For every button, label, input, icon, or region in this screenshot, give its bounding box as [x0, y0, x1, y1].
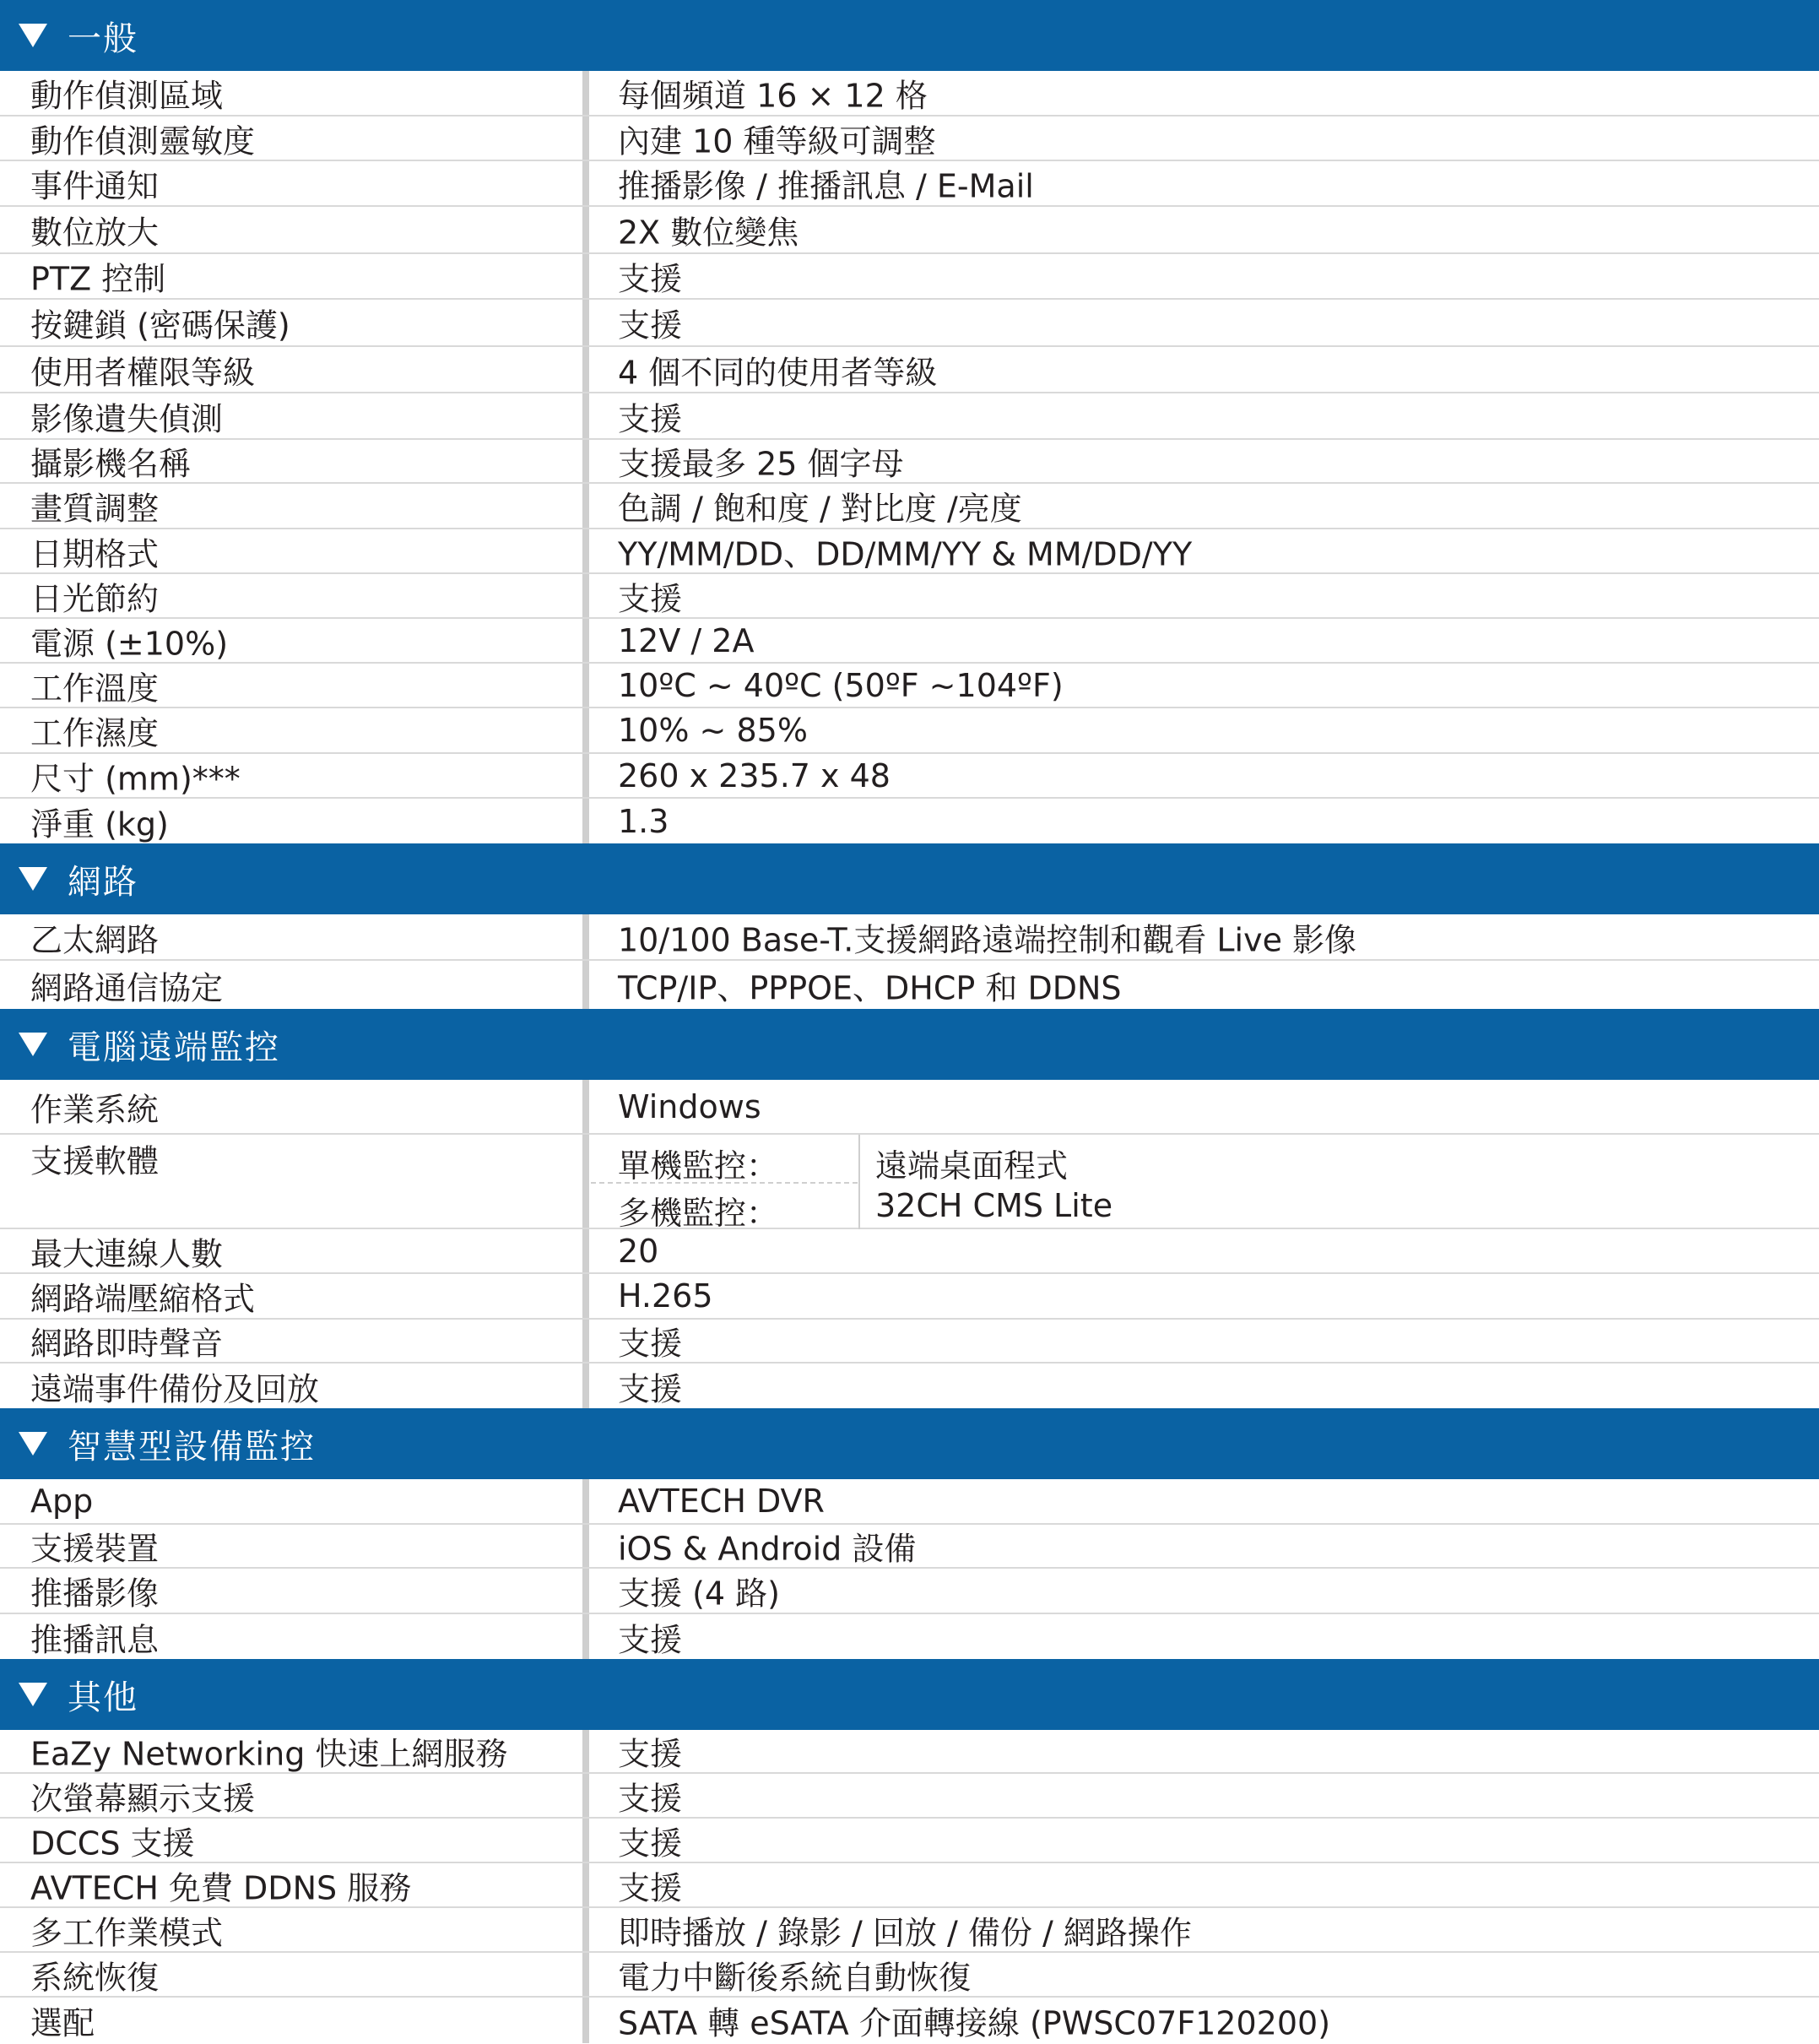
spec-row: [0, 1819, 1819, 1863]
collapse-triangle-icon: [19, 24, 47, 47]
spec-label: 電源 (±10%): [30, 625, 229, 662]
collapse-triangle-icon: [19, 1683, 47, 1706]
spec-row: [0, 1614, 1819, 1659]
spec-row: [0, 1274, 1819, 1320]
spec-value: 12V / 2A: [618, 621, 755, 659]
spec-value: 支援: [618, 260, 683, 298]
spec-label: 網路端壓縮格式: [30, 1280, 256, 1318]
spec-row: [0, 1998, 1819, 2043]
spec-value: 4 個不同的使用者等級: [618, 354, 938, 391]
section-title: 電腦遠端監控: [68, 1027, 280, 1067]
section-header-smart[interactable]: [0, 1408, 1819, 1479]
spec-row: [0, 1080, 1819, 1135]
software-type-label: 單機監控：: [618, 1147, 779, 1185]
spec-row: [0, 529, 1819, 574]
spec-row: [0, 961, 1819, 1009]
spec-value: 支援: [618, 1370, 683, 1407]
spec-row: [0, 799, 1819, 843]
section-title: 一般: [68, 19, 138, 58]
spec-label: 尺寸 (mm)***: [30, 760, 241, 797]
collapse-triangle-icon: [19, 1033, 47, 1056]
spec-value: 支援: [618, 1325, 683, 1363]
spec-row: [0, 1863, 1819, 1908]
spec-row: [0, 914, 1819, 961]
spec-value: Windows: [618, 1087, 761, 1125]
sub-row-divider: [591, 1182, 858, 1184]
spec-row: [0, 619, 1819, 664]
spec-value: 推播影像 / 推播訊息 / E-Mail: [618, 167, 1034, 205]
spec-label: 數位放大: [30, 214, 160, 252]
spec-row: [0, 393, 1819, 440]
spec-row: [0, 207, 1819, 254]
spec-label: 攝影機名稱: [30, 445, 192, 483]
spec-label: 多工作業模式: [30, 1914, 224, 1951]
spec-row: [0, 1774, 1819, 1819]
spec-label: 作業系統: [30, 1091, 160, 1128]
spec-label: 網路即時聲音: [30, 1325, 224, 1363]
spec-row: [0, 1479, 1819, 1525]
spec-value: 支援 (4 路): [618, 1575, 780, 1613]
spec-row: [0, 1320, 1819, 1364]
section-header-pc-remote[interactable]: [0, 1009, 1819, 1080]
spec-label: 動作偵測靈敏度: [30, 122, 256, 160]
spec-label: 日光節約: [30, 580, 160, 617]
spec-row: [0, 754, 1819, 799]
spec-row: [0, 708, 1819, 754]
section-title: 智慧型設備監控: [68, 1427, 316, 1467]
spec-row: [0, 71, 1819, 117]
spec-value: iOS & Android 設備: [618, 1530, 917, 1568]
spec-label: 事件通知: [30, 167, 160, 205]
spec-value: 內建 10 種等級可調整: [618, 122, 936, 160]
software-type-label: 多機監控：: [618, 1195, 779, 1232]
spec-label: 工作溫度: [30, 670, 160, 707]
spec-label: 使用者權限等級: [30, 354, 256, 391]
spec-value: 色調 / 飽和度 / 對比度 /亮度: [618, 490, 1022, 528]
spec-value: 支援: [618, 1735, 683, 1773]
software-name-value: 遠端桌面程式: [875, 1147, 1069, 1185]
spec-label: 畫質調整: [30, 490, 160, 528]
spec-row: [0, 161, 1819, 207]
spec-row: [0, 1569, 1819, 1614]
spec-label: 次螢幕顯示支援: [30, 1780, 256, 1817]
spec-row: [0, 254, 1819, 300]
spec-label: 工作濕度: [30, 714, 160, 752]
spec-value: H.265: [618, 1277, 713, 1315]
spec-value: AVTECH DVR: [618, 1483, 825, 1520]
spec-label: EaZy Networking 快速上網服務: [30, 1735, 508, 1773]
spec-label: 支援軟體: [30, 1142, 160, 1180]
spec-value: 10ºC ~ 40ºC (50ºF ~104ºF): [618, 666, 1064, 704]
spec-label: 遠端事件備份及回放: [30, 1370, 320, 1407]
spec-row: [0, 664, 1819, 708]
spec-label: 乙太網路: [30, 921, 160, 958]
spec-label: 網路通信協定: [30, 969, 224, 1006]
spec-value: 20: [618, 1232, 659, 1270]
spec-label: 日期格式: [30, 535, 160, 572]
spec-row: [0, 484, 1819, 529]
spec-value: 2X 數位變焦: [618, 214, 799, 252]
spec-label: App: [30, 1483, 94, 1520]
spec-row: [0, 574, 1819, 619]
section-header-other[interactable]: [0, 1659, 1819, 1730]
spec-value: 即時播放 / 錄影 / 回放 / 備份 / 網路操作: [618, 1914, 1192, 1951]
spec-value: 支援: [618, 400, 683, 437]
spec-value: 260 x 235.7 x 48: [618, 756, 891, 794]
spec-row: [0, 1908, 1819, 1953]
spec-value: 支援: [618, 1780, 683, 1817]
spec-label: 推播訊息: [30, 1621, 160, 1658]
section-header-network[interactable]: [0, 843, 1819, 914]
spec-label: 動作偵測區域: [30, 77, 224, 115]
spec-value: 支援: [618, 1621, 683, 1658]
spec-label: DCCS 支援: [30, 1824, 195, 1862]
spec-row: [0, 440, 1819, 484]
spec-value: 10/100 Base-T.支援網路遠端控制和觀看 Live 影像: [618, 921, 1357, 958]
spec-value: 支援最多 25 個字母: [618, 445, 904, 483]
section-title: 網路: [68, 862, 138, 902]
spec-label: PTZ 控制: [30, 260, 166, 298]
spec-label: 支援裝置: [30, 1530, 160, 1568]
spec-row: [0, 1135, 1819, 1232]
spec-value: TCP/IP、PPPOE、DHCP 和 DDNS: [618, 969, 1122, 1006]
spec-value: 10% ~ 85%: [618, 712, 808, 749]
spec-label: AVTECH 免費 DDNS 服務: [30, 1869, 412, 1906]
spec-label: 選配: [30, 2004, 95, 2042]
spec-value: 支援: [618, 580, 683, 617]
section-header-general[interactable]: [0, 0, 1819, 71]
spec-value: 支援: [618, 1869, 683, 1906]
spec-row: [0, 1525, 1819, 1569]
spec-value: YY/MM/DD、DD/MM/YY & MM/DD/YY: [618, 535, 1193, 572]
spec-row: [0, 1229, 1819, 1274]
collapse-triangle-icon: [19, 1432, 47, 1456]
spec-row: [0, 347, 1819, 393]
spec-row: [0, 1730, 1819, 1774]
spec-value: 每個頻道 16 × 12 格: [618, 77, 928, 115]
spec-label: 影像遺失偵測: [30, 400, 224, 437]
spec-row: [0, 117, 1819, 161]
spec-value: 電力中斷後系統自動恢復: [618, 1959, 972, 1996]
software-name-value: 32CH CMS Lite: [875, 1187, 1113, 1224]
spec-label: 按鍵鎖 (密碼保護): [30, 306, 290, 344]
spec-label: 系統恢復: [30, 1959, 160, 1996]
spec-value: 支援: [618, 1824, 683, 1862]
section-title: 其他: [68, 1678, 138, 1717]
spec-value: SATA 轉 eSATA 介面轉接線 (PWSC07F120200): [618, 2004, 1331, 2042]
spec-row: [0, 300, 1819, 347]
spec-row: [0, 1364, 1819, 1408]
spec-value: 1.3: [618, 802, 669, 840]
spec-label: 推播影像: [30, 1575, 160, 1613]
spec-row: [0, 1953, 1819, 1998]
spec-label: 淨重 (kg): [30, 805, 169, 843]
collapse-triangle-icon: [19, 867, 47, 891]
spec-value: 支援: [618, 306, 683, 344]
sub-column-divider: [858, 1135, 860, 1229]
spec-label: 最大連線人數: [30, 1235, 224, 1272]
